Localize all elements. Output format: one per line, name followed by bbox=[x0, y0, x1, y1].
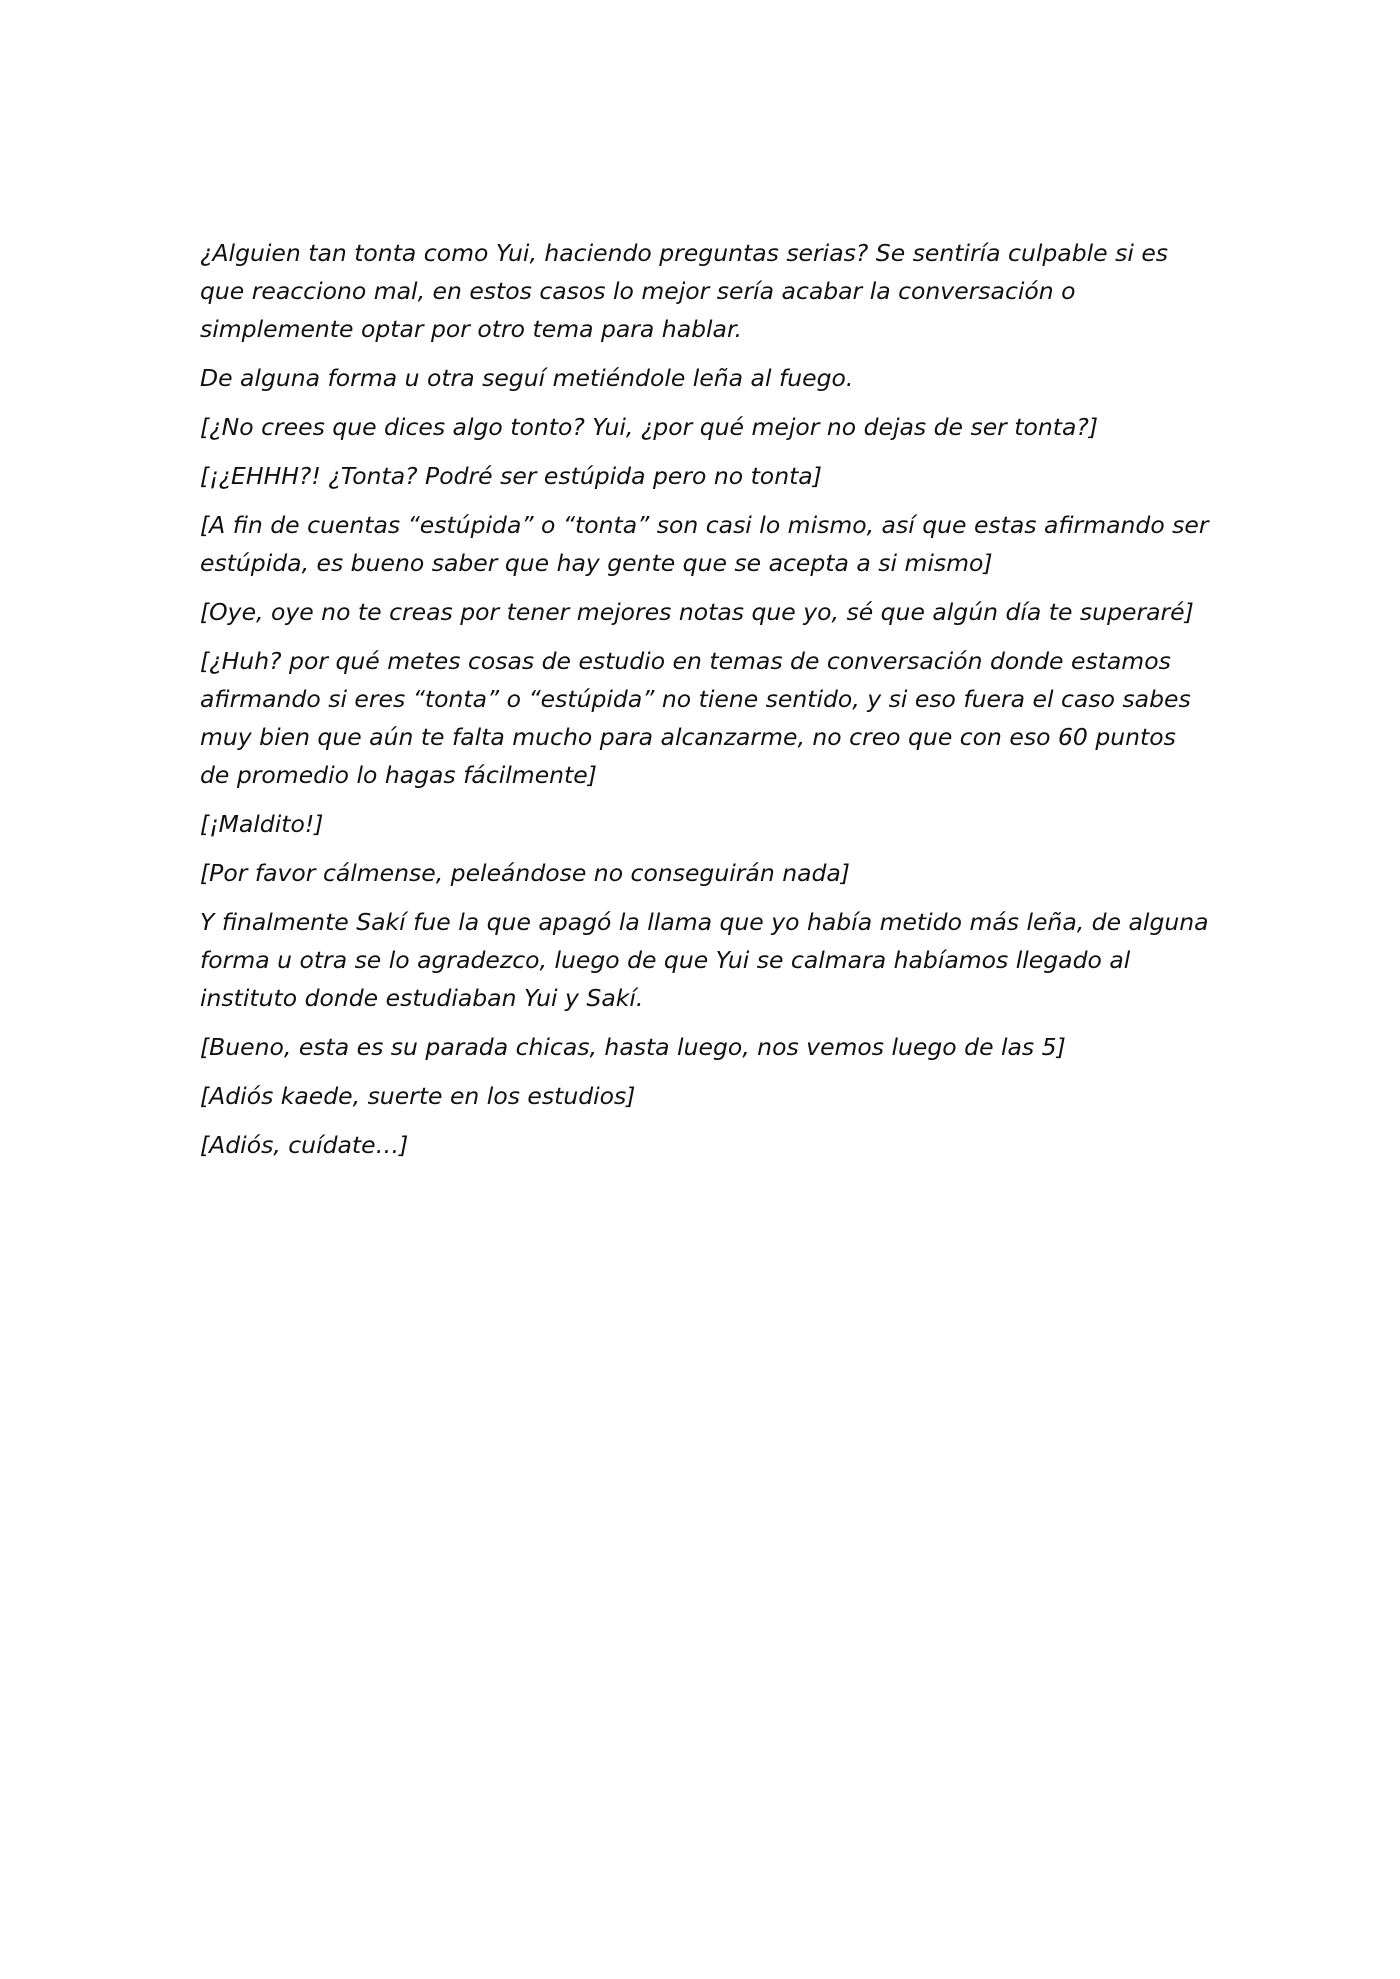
dialogue-line: [Adiós, cuídate…] bbox=[200, 1131, 409, 1159]
dialogue-line: [Adiós kaede, suerte en los estudios] bbox=[200, 1082, 636, 1110]
dialogue-line: [Oye, oye no te creas por tener mejores notas que yo, sé que algún día te superaré] bbox=[200, 598, 1194, 626]
dialogue-line: [Bueno, esta es su parada chicas, hasta luego, nos vemos luego de las 5] bbox=[200, 1033, 1066, 1061]
dialogue-line: [Por favor cálmense, peleándose no conseguirán nada] bbox=[200, 859, 850, 887]
dialogue-line: [¿No crees que dices algo tonto? Yui, ¿por qué mejor no dejas de ser tonta?] bbox=[200, 413, 1099, 441]
document-body bbox=[200, 234, 1210, 1175]
paragraph: ¿Alguien tan tonta como Yui, haciendo preguntas serias? Se sentiría culpable si es que reacciono mal, en estos casos lo mejor sería acabar la conversación o simplemente optar por otro tema para hablar. bbox=[200, 239, 1169, 343]
paragraph: De alguna forma u otra seguí metiéndole leña al fuego. bbox=[200, 364, 854, 392]
dialogue-line: [A fin de cuentas “estúpida” o “tonta” son casi lo mismo, así que estas afirmando ser estúpida, es bueno saber que hay gente que se acepta a si mismo] bbox=[200, 511, 1209, 577]
dialogue-line: [¿Huh? por qué metes cosas de estudio en temas de conversación donde estamos afirmando si eres “tonta” o “estúpida” no tiene sentido, y si eso fuera el caso sabes muy bien que aún te falta mucho para alcanzarme, no creo que con eso 60 puntos de promedio lo hagas fácilmente] bbox=[200, 647, 1191, 789]
dialogue-line: [¡Maldito!] bbox=[200, 810, 324, 838]
dialogue-line: [¡¿EHHH?! ¿Tonta? Podré ser estúpida pero no tonta] bbox=[200, 462, 822, 490]
paragraph: Y finalmente Sakí fue la que apagó la llama que yo había metido más leña, de alguna forma u otra se lo agradezco, luego de que Yui se calmara habíamos llegado al instituto donde estudiaban Yui y Sakí. bbox=[200, 908, 1209, 1012]
